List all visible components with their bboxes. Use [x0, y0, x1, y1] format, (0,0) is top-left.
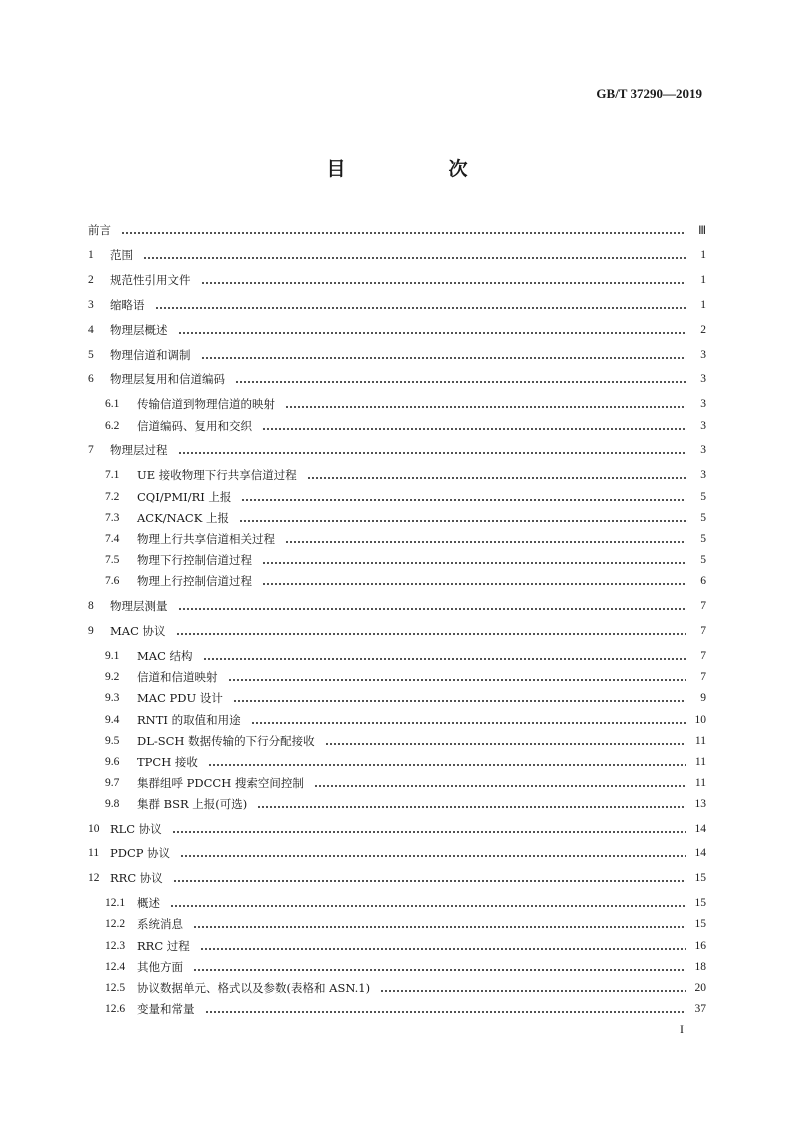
- toc-entry[interactable]: [105, 416, 706, 436]
- dot-leader: [239, 513, 686, 523]
- toc-entry-number: 9.2: [105, 671, 120, 683]
- toc-entry-page: 6: [700, 575, 706, 587]
- toc-entry-number: 12.5: [105, 982, 126, 994]
- toc-entry-page: 2: [700, 324, 706, 336]
- dot-leader: [172, 824, 686, 834]
- toc-entry[interactable]: [105, 465, 706, 485]
- toc-entry[interactable]: [105, 999, 706, 1019]
- toc-entry[interactable]: [105, 936, 706, 956]
- toc-entry-number: 9.1: [105, 650, 120, 662]
- toc-entry-page: 1: [700, 249, 706, 261]
- page-number: I: [680, 1022, 684, 1036]
- toc-entry-title: RRC 协议: [110, 871, 163, 885]
- toc-entry[interactable]: [88, 345, 706, 365]
- toc-entry-page: 1: [700, 274, 706, 286]
- dot-leader: [193, 962, 686, 972]
- toc-entry[interactable]: [88, 270, 706, 290]
- toc-entry-page: 20: [694, 982, 706, 994]
- toc-entry[interactable]: [88, 320, 706, 340]
- toc-entry-title: 集群组呼 PDCCH 搜索空间控制: [137, 776, 304, 790]
- toc-entry-page: 15: [694, 897, 706, 909]
- dot-leader: [193, 919, 686, 929]
- dot-leader: [307, 470, 686, 480]
- toc-entry[interactable]: [105, 667, 706, 687]
- toc-entry-number: 10: [88, 823, 100, 835]
- dot-leader: [228, 672, 687, 682]
- toc-entry-title: TPCH 接收: [137, 755, 198, 769]
- toc-entry-number: 7.1: [105, 469, 120, 481]
- toc-entry-number: 9.6: [105, 756, 120, 768]
- toc-entry-page: 11: [694, 735, 706, 747]
- toc-entry-page: 10: [694, 714, 706, 726]
- toc-entry-title: 传输信道到物理信道的映射: [137, 397, 275, 411]
- toc-entry-number: 6.2: [105, 420, 120, 432]
- dot-leader: [251, 715, 686, 725]
- toc-entry-number: 4: [88, 324, 94, 336]
- toc-entry-title: CQI/PMI/RI 上报: [137, 490, 232, 504]
- toc-entry-title: 概述: [137, 896, 160, 910]
- toc-entry-title: MAC 协议: [110, 624, 166, 638]
- toc-entry-page: 14: [694, 847, 706, 859]
- toc-entry-title: RLC 协议: [110, 822, 162, 836]
- dot-leader: [314, 778, 686, 788]
- toc-entry-number: 7: [88, 444, 94, 456]
- toc-entry[interactable]: [88, 369, 706, 389]
- toc-entry-number: 8: [88, 600, 94, 612]
- toc-entry-number: 9.5: [105, 735, 120, 747]
- toc-entry-page: 1: [700, 299, 706, 311]
- toc-entry-number: 12.4: [105, 961, 126, 973]
- toc-entry-page: 7: [700, 625, 706, 637]
- toc-entry-page: 5: [700, 491, 706, 503]
- toc-entry-page: 5: [700, 512, 706, 524]
- toc-entry-title: UE 接收物理下行共享信道过程: [137, 468, 297, 482]
- toc-entry[interactable]: [88, 295, 706, 315]
- toc-entry[interactable]: [105, 893, 706, 913]
- toc-entry-page: 37: [694, 1003, 706, 1015]
- toc-entry[interactable]: [88, 868, 706, 888]
- toc-entry-title: MAC 结构: [137, 649, 193, 663]
- toc-entry-page: 5: [700, 533, 706, 545]
- toc-entry-title: 集群 BSR 上报(可选): [137, 797, 248, 811]
- dot-leader: [285, 399, 686, 409]
- dot-leader: [201, 350, 687, 360]
- toc-entry-page: 13: [694, 798, 706, 810]
- toc-entry-number: 12.6: [105, 1003, 126, 1015]
- page-title: 目 次: [326, 158, 510, 180]
- dot-leader: [178, 325, 687, 335]
- toc-entry-number: 7.4: [105, 533, 120, 545]
- dot-leader: [325, 736, 686, 746]
- toc-entry-number: 7.5: [105, 554, 120, 566]
- toc-entry-page: 3: [700, 373, 706, 385]
- dot-leader: [173, 873, 686, 883]
- standard-code: GB/T 37290—2019: [596, 86, 702, 101]
- toc-entry-number: 12.1: [105, 897, 126, 909]
- toc-entry-title: 物理信道和调制: [110, 348, 191, 362]
- toc-entry-number: 5: [88, 349, 94, 361]
- toc-entry-number: 6: [88, 373, 94, 385]
- toc-entry-page: 7: [700, 671, 706, 683]
- toc-entry-title: 物理下行控制信道过程: [137, 553, 252, 567]
- toc-entry-page: 14: [694, 823, 706, 835]
- toc-entry-number: 12.2: [105, 918, 126, 930]
- toc-entry-page: 9: [700, 692, 706, 704]
- toc-entry-number: 9.7: [105, 777, 120, 789]
- dot-leader: [176, 626, 686, 636]
- toc-entry-page: 16: [694, 940, 706, 952]
- toc-entry[interactable]: [88, 220, 706, 240]
- dot-leader: [262, 576, 686, 586]
- toc-entry-page: 18: [694, 961, 706, 973]
- toc-entry-title: 物理层概述: [110, 323, 168, 337]
- toc-entry-page: 11: [694, 756, 706, 768]
- dot-leader: [262, 555, 686, 565]
- toc-entry[interactable]: [105, 752, 706, 772]
- toc-entry-title: 系统消息: [137, 917, 183, 931]
- toc-entry[interactable]: [105, 794, 706, 814]
- toc-entry-number: 11: [88, 847, 100, 859]
- toc-entry-page: 11: [694, 777, 706, 789]
- toc-entry[interactable]: [105, 731, 706, 751]
- dot-leader: [180, 848, 686, 858]
- toc-entry[interactable]: [88, 621, 706, 641]
- dot-leader: [262, 421, 686, 431]
- toc-entry[interactable]: [88, 440, 706, 460]
- dot-leader: [200, 941, 686, 951]
- toc-entry-title: 物理上行控制信道过程: [137, 574, 252, 588]
- toc-entry[interactable]: [105, 487, 706, 507]
- toc-entry-title: 范围: [110, 248, 133, 262]
- toc-entry-page: 5: [700, 554, 706, 566]
- toc-entry-number: 7.3: [105, 512, 120, 524]
- toc-entry[interactable]: [105, 914, 706, 934]
- toc-entry[interactable]: [105, 773, 706, 793]
- toc-entry-number: 6.1: [105, 398, 120, 410]
- toc-entry-number: 9.3: [105, 692, 120, 704]
- toc-entry-number: 12.3: [105, 940, 126, 952]
- toc-entry-title: 缩略语: [110, 298, 145, 312]
- toc-entry-title: ACK/NACK 上报: [137, 511, 229, 525]
- toc-entry[interactable]: [105, 529, 706, 549]
- toc-entry-title: 协议数据单元、格式以及参数(表格和 ASN.1): [137, 981, 371, 995]
- toc-entry-title: DL-SCH 数据传输的下行分配接收: [137, 734, 315, 748]
- dot-leader: [121, 225, 686, 235]
- toc-entry-title: 物理上行共享信道相关过程: [137, 532, 275, 546]
- toc-entry-title: MAC PDU 设计: [137, 691, 223, 705]
- toc-entry-title: PDCP 协议: [110, 846, 171, 860]
- toc-entry[interactable]: [88, 843, 706, 863]
- toc-entry[interactable]: [105, 957, 706, 977]
- toc-entry-page: 7: [700, 600, 706, 612]
- toc-entry-title: 物理层过程: [110, 443, 168, 457]
- toc-entry-page: 15: [694, 872, 706, 884]
- toc-entry[interactable]: [105, 550, 706, 570]
- toc-entry-page: 3: [700, 444, 706, 456]
- toc-entry-title: 物理层复用和信道编码: [110, 372, 225, 386]
- toc-entry[interactable]: [88, 596, 706, 616]
- toc-entry-title: 信道和信道映射: [137, 670, 218, 684]
- toc-entry-number: 9: [88, 625, 94, 637]
- toc-entry-number: 9.8: [105, 798, 120, 810]
- toc-entry-title: 变量和常量: [137, 1002, 195, 1016]
- dot-leader: [203, 651, 686, 661]
- toc-entry-number: 1: [88, 249, 94, 261]
- toc-entry-page: 3: [700, 349, 706, 361]
- dot-leader: [208, 757, 686, 767]
- toc-entry-title: 规范性引用文件: [110, 273, 191, 287]
- dot-leader: [380, 983, 686, 993]
- toc-entry-page: 3: [700, 398, 706, 410]
- toc-entry[interactable]: [105, 646, 706, 666]
- dot-leader: [143, 250, 686, 260]
- toc-entry[interactable]: [105, 508, 706, 528]
- toc-entry[interactable]: [105, 978, 706, 998]
- toc-entry-page: 3: [700, 469, 706, 481]
- toc-entry-title: 其他方面: [137, 960, 183, 974]
- toc-entry-number: 7.2: [105, 491, 120, 503]
- toc-entry-title: RNTI 的取值和用途: [137, 713, 241, 727]
- toc-entry-page: 7: [700, 650, 706, 662]
- dot-leader: [233, 693, 686, 703]
- dot-leader: [201, 275, 687, 285]
- toc-entry-number: 9.4: [105, 714, 120, 726]
- toc-entry-number: 2: [88, 274, 94, 286]
- dot-leader: [205, 1004, 687, 1014]
- toc-entry-title: RRC 过程: [137, 939, 190, 953]
- dot-leader: [241, 492, 686, 502]
- dot-leader: [155, 300, 687, 310]
- toc-entry-page: 3: [700, 420, 706, 432]
- toc-entry-page: Ⅲ: [698, 225, 706, 237]
- dot-leader: [285, 534, 686, 544]
- dot-leader: [178, 601, 687, 611]
- toc-entry-number: 7.6: [105, 575, 120, 587]
- toc-entry[interactable]: [105, 710, 706, 730]
- toc-entry-number: 12: [88, 872, 100, 884]
- toc-entry-title: 信道编码、复用和交织: [137, 419, 252, 433]
- dot-leader: [235, 374, 686, 384]
- toc-entry[interactable]: [105, 394, 706, 414]
- dot-leader: [170, 898, 686, 908]
- toc-entry-page: 15: [694, 918, 706, 930]
- toc-entry-title: 前言: [88, 223, 111, 237]
- toc-entry[interactable]: [88, 819, 706, 839]
- toc-entry-number: 3: [88, 299, 94, 311]
- toc-entry[interactable]: [105, 571, 706, 591]
- toc-entry[interactable]: [88, 245, 706, 265]
- dot-leader: [257, 799, 686, 809]
- dot-leader: [178, 445, 687, 455]
- toc-entry[interactable]: [105, 688, 706, 708]
- toc-entry-title: 物理层测量: [110, 599, 168, 613]
